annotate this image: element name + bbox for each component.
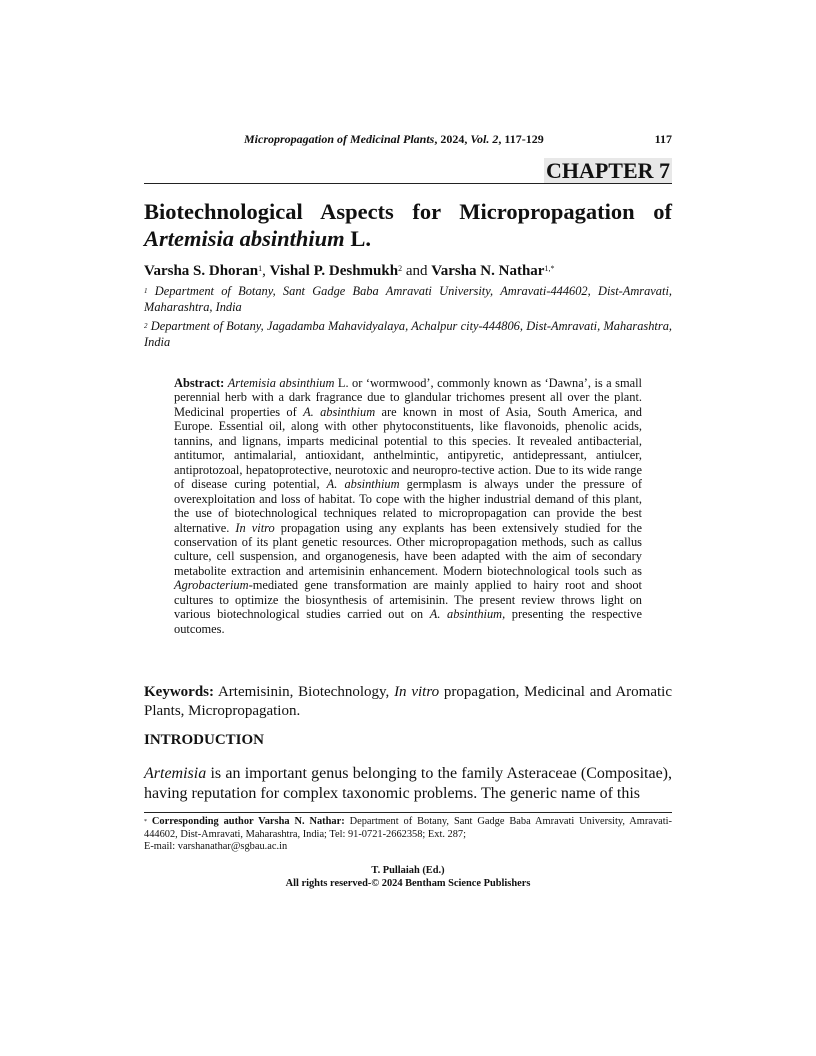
italic-term: Agrobacterium xyxy=(174,578,249,593)
author-affil-mark: 1 xyxy=(258,264,263,273)
abstract-text: are known in most of Asia, South America, and Europe. Essential oil, along with other phytoconstituents, like flavonoids, phenolic acids, tannins, and lignans, imparts medicinal potential to this species. It revealed antibacterial, antitumor, antimalarial, antioxidant, anthelmintic, antipyretic, antidepressant, antiulcer, antiprotozoal, hepatoprotective, neurotoxic and neuropro-tective action. Due to its wide range of disease curing potential, xyxy=(174,404,642,492)
footnote-label: Corresponding author Varsha N. Nathar: xyxy=(151,816,345,827)
abstract-label: Abstract: xyxy=(174,376,225,390)
running-head xyxy=(144,132,672,148)
journal-volume: Vol. 2 xyxy=(470,132,499,146)
page-number: 117 xyxy=(654,132,672,146)
italic-term: In vitro xyxy=(235,520,275,535)
keywords-text: Artemisinin, Biotechnology, xyxy=(214,684,395,700)
page-title xyxy=(144,198,672,252)
affiliation xyxy=(144,319,672,350)
affiliation-number: 2 xyxy=(144,322,148,330)
species-name: A. absinthium xyxy=(326,477,400,492)
chapter-label: CHAPTER 7 xyxy=(545,158,670,183)
editor-line: T. Pullaiah (Ed.) xyxy=(371,865,445,876)
affiliation-text: Department of Botany, Sant Gadge Baba Amravati University, Amravati-444602, Dist-Amravati, Maharashtra, India xyxy=(144,284,672,314)
species-name: A. absinthium, xyxy=(429,607,506,622)
paragraph-text: is an important genus belonging to the family Asteraceae (Compositae), having reputation for complex taxonomic problems. The generic name of this xyxy=(144,765,672,802)
author-name: Vishal P. Deshmukh xyxy=(269,263,399,279)
keywords xyxy=(144,683,672,721)
genus-name: Artemisia xyxy=(144,765,207,782)
journal-citation: Micropropagation of Medicinal Plants, 2024, Vol. 2, 117-129 xyxy=(244,132,544,146)
abstract-text: presenting the respective outcomes. xyxy=(174,607,643,636)
footnote-marker: * xyxy=(144,819,147,825)
italic-term: In vitro xyxy=(394,684,440,700)
abstract-text: -mediated gene transformation are mainly applied to hairy root and shoot cultures to optimize the biosynthesis of artemisinin. The present review throws light on various biotechnological studies carried out on xyxy=(174,578,642,622)
journal-pages: 117-129 xyxy=(504,132,544,146)
abstract-text: L. or ‘wormwood’, commonly known as ‘Dawna’, is a small perennial herb with a dark fragrance due to glandular trichomes present all over the plant. Medicinal properties of xyxy=(174,376,642,419)
keywords-label: Keywords: xyxy=(144,684,214,700)
footnote-rule xyxy=(144,812,672,813)
affiliation-text: Department of Botany, Jagadamba Mahavidyalaya, Achalpur city-444806, Dist-Amravati, Maharashtra, India xyxy=(144,319,672,349)
journal-name: Micropropagation of Medicinal Plants xyxy=(244,132,435,146)
footnote xyxy=(144,816,672,854)
title-suffix: L. xyxy=(344,226,371,251)
title-line1: Biotechnological Aspects for Micropropagation of xyxy=(144,199,672,224)
introduction-text xyxy=(144,764,672,804)
abstract-text: germplasm is always under the pressure of overexploitation and loss of habitat. To cope with the higher industrial demand of this plant, the use of biotechnological techniques related to micropropagation can provide the best alternative. xyxy=(174,477,642,535)
rights-line: All rights reserved-© 2024 Bentham Science Publishers xyxy=(285,878,531,889)
title-species: Artemisia absinthium xyxy=(144,226,345,251)
species-name: Artemisia absinthium xyxy=(227,376,335,390)
author-name: Varsha S. Dhoran xyxy=(144,263,259,279)
keywords-text: propagation, Medicinal and Aromatic Plants, Micropropagation. xyxy=(144,684,672,719)
footnote-text: Department of Botany, Sant Gadge Baba Amravati University, Amravati-444602, Dist-Amravati, Maharashtra, India; Tel: 91-0721-2662358; Ext. 287; xyxy=(144,816,673,840)
publisher-info xyxy=(144,864,672,890)
chapter-rule xyxy=(144,183,672,184)
author-affil-mark: 1,* xyxy=(544,264,555,273)
abstract xyxy=(174,376,642,636)
author-separator: , xyxy=(262,263,270,279)
affiliation xyxy=(144,284,672,315)
footnote-email: E-mail: varshanathar@sgbau.ac.in xyxy=(144,841,288,852)
author-list xyxy=(144,262,672,280)
journal-year: 2024 xyxy=(440,132,465,146)
author-affil-mark: 2 xyxy=(398,264,403,273)
affiliation-number: 1 xyxy=(144,287,148,295)
section-heading: INTRODUCTION xyxy=(144,732,265,748)
species-name: A. absinthium xyxy=(303,404,376,419)
author-name: Varsha N. Nathar xyxy=(431,263,545,279)
author-separator: and xyxy=(402,263,432,279)
abstract-text: propagation using any explants has been extensively studied for the conservation of its plant genetic resources. Other micropropagation methods, such as callus culture, cell suspension, and organogenesis, have been adapted with the aim of secondary metabolite extraction and artemisinin enhancement. Modern biotechnological tools such as xyxy=(174,520,643,578)
